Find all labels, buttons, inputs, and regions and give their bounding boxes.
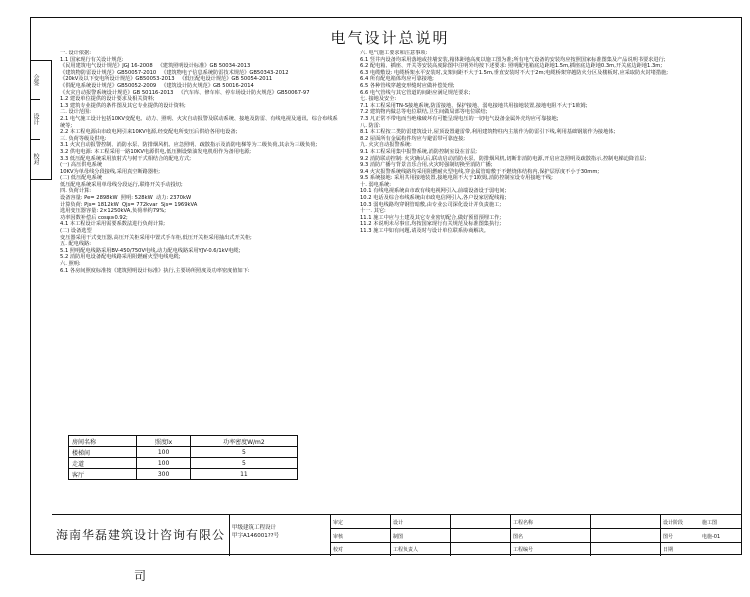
tb-value: 施工图: [702, 520, 718, 526]
table-header-cell: 功率密度W/m2: [190, 436, 297, 447]
title-block: [52, 514, 742, 583]
table-cell: 100: [137, 447, 190, 458]
tb-label: 设计: [393, 520, 404, 526]
side-signature-strip: [30, 60, 52, 180]
certificate-info: [232, 524, 328, 540]
tb-label: 图号: [663, 534, 674, 540]
table-row: [69, 447, 298, 458]
left-column-text: 一. 设计依据: 1.1 国家现行有关设计规范: 《民用建筑电气设计规范》JGJ 16-2008 《建筑照明设计标准》GB 50034-2013 《建筑物防雷设计规范》GB50057-2010 《建筑物电子信息系统防雷技术规范》GB50343-2012 《20kV及以下变电所设计规范》GB50053-2013 《低压配电设计规范》GB 50054-2011 《供配电系统设计规范》GB50052-2009 《建筑设计防火规范》GB 50016-2014 《火灾自动报警系统设计规范》GB 50116-2013 《汽车库、修车库、停车场设计防火规范》GB50067-97 1.2 建设单位提供的设计要求及相关资料; 1.3 建筑专业提供的条件图及其它专业提供的设计资料; 二. 设计范围: 2.1 电气施工设计包括10KV变配电、动力、照明、火灾自动报警及联动系统、接地及防雷、有线电视及通讯、综合布线系统等; 2.2 本工程电源由市政电网引来10KV电源,经变配电所变压后供给各用电设备; 三. 负荷等级及供电: 3.1 火灾自动报警控制、消防水泵、防排烟风机、应急照明、疏散指示及消防电梯等为二级负荷,其余为三级负荷; 3.2 供电电源: 本工程采用一路10KV电源供电,低压侧设柴油发电机组作为备用电源; 3.3 低压配电系统采用放射式与树干式相结合的配电方式; (一) 高压供电系统 10KV为单母线分段接线,采用真空断路器柜; (二) 低压配电系统 低压配电系统采用单母线分段运行,联络开关手动投切; 四. 负荷计算: 设备容量: Pe= 2898kW 照明: 528kW 动力: 2370kW 计算负荷: Pjs= 1812kW Qjs= 772kvar Sjs= 1969kVA 选用变压器容量: 2×1250kVA,负荷率约79%; 功率因数补偿后 cosφ≥0.92; 4.1 本工程设计采用需要系数法进行负荷计算; (二) 设备选型 变压器采用干式变压器,高压开关柜采用中置式手车柜,低压开关柜采用抽出式开关柜; 五. 配电线路: 5.1 照明配电线路采用BV-450/750V电线,动力配电线路采用YJV-0.6/1kV电缆; 5.2 消防用电设备配电线路采用阻燃耐火型电线电缆; 六. 照明: 6.1 各房间照度标准按《建筑照明设计标准》执行,主要场所照度及功率密度值如下:: [60, 50, 338, 274]
title-block-grid: [330, 515, 742, 556]
table-cell: 客厅: [69, 469, 137, 480]
table-cell: 300: [137, 469, 190, 480]
tb-label: 设计阶段: [663, 520, 684, 526]
table-cell: 100: [137, 458, 190, 469]
table-cell: 走道: [69, 458, 137, 469]
company-name: 海南华磊建筑设计咨询有限公司: [52, 515, 230, 556]
table-cell: 5: [190, 458, 297, 469]
side-strip-cell: 设计: [31, 100, 40, 139]
tb-label: 图名: [513, 534, 524, 540]
tb-label: 工程名称: [513, 520, 534, 526]
tb-label: 制图: [393, 534, 404, 540]
table-row: [69, 458, 298, 469]
table-cell: 11: [190, 469, 297, 480]
cert-line: 甲级建筑工程设计: [232, 525, 277, 531]
right-column-text: 六. 电气施工要求和注意事项: 6.1 竖井内设备均采用落地或挂墙安装,箱体距地高度以施工图为准;所有电气设备的安装均应按照国家标准图集及产品说明书要求进行; 6.2 配电箱、插座、开关等安装高度除图中注明外均按下述要求: 照明配电箱底边距地1.5m,插座底边距地0.3m,开关底边距地1.3m; 6.3 电缆敷设: 电缆桥架水平安装时,支架间距不大于1.5m,垂直安装时不大于2m;电缆桥架穿越防火分区及楼板时,应采取防火封堵措施; 6.4 所有配电箱体均应可靠接地; 6.5 各种管线穿越变形缝时应做补偿处理; 6.6 电气管线与其它管道的间距应满足规范要求; 七. 接地及安全: 7.1 本工程采用TN-S接地系统,防雷接地、保护接地、弱电接地共用接地装置,接地电阻不大于1欧姆; 7.2 建筑物内做总等电位联结,卫生间做局部等电位联结; 7.3 凡正常不带电而当绝缘破坏有可能呈现电压的一切电气设备金属外壳均应可靠接地; 八. 防雷: 8.1 本工程按二类防雷建筑设计,屋顶设置避雷带,利用建筑物柱内主筋作为防雷引下线,利用基础钢筋作为接地体; 8.2 屋面所有金属构件均应与避雷带可靠连接; 九. 火灾自动报警系统: 9.1 本工程采用集中报警系统,消防控制室设在首层; 9.2 消防联动控制: 火灾确认后,联动启动消防水泵、防排烟风机,切断非消防电源,开启应急照明及疏散指示,控制电梯迫降首层; 9.3 消防广播与背景音乐合用,火灾时强制切换至消防广播; 9.4 火灾报警系统线路均采用阻燃耐火型电线,穿金属管暗敷于不燃烧体结构内,保护层厚度不小于30mm; 9.5 系统接地: 采用共用接地装置,接地电阻不大于1欧姆,消防控制室设专用接地干线; 十. 弱电系统: 10.1 有线电视系统由市政有线电视网引入,前端设备设于弱电间; 10.2 电话及综合布线系统由市政电信网引入,各户设家居配线箱; 10.3 弱电线路均穿钢管暗敷,由专业公司深化设计并负责施工; 十一. 其它: 11.1 施工中应与土建及其它专业密切配合,做好预留预埋工作; 11.2 本说明未尽事宜,均按国家现行有关规范及标准图集执行; 11.3 施工中如有问题,请及时与设计单位联系协商解决。: [360, 50, 668, 235]
table-header-cell: 房间名称: [69, 436, 137, 447]
tb-label: 工程负责人: [393, 547, 419, 553]
side-strip-cell: 会签: [31, 61, 40, 100]
cert-line: 甲字A146001??号: [232, 533, 280, 539]
table-header-cell: 照度lx: [137, 436, 190, 447]
page-title: 电气设计总说明: [330, 29, 450, 47]
tb-label: 校对: [333, 547, 344, 553]
table-header-row: [69, 436, 298, 447]
table-cell: 5: [190, 447, 297, 458]
illuminance-table: [68, 435, 298, 480]
table-row: [69, 469, 298, 480]
side-strip-cell: 校对: [32, 153, 39, 166]
tb-label: 审核: [333, 534, 344, 540]
tb-value: 电施-01: [702, 534, 721, 540]
table-cell: 楼梯间: [69, 447, 137, 458]
tb-label: 日期: [663, 547, 674, 553]
tb-label: 工程编号: [513, 547, 534, 553]
tb-label: 审定: [333, 520, 344, 526]
